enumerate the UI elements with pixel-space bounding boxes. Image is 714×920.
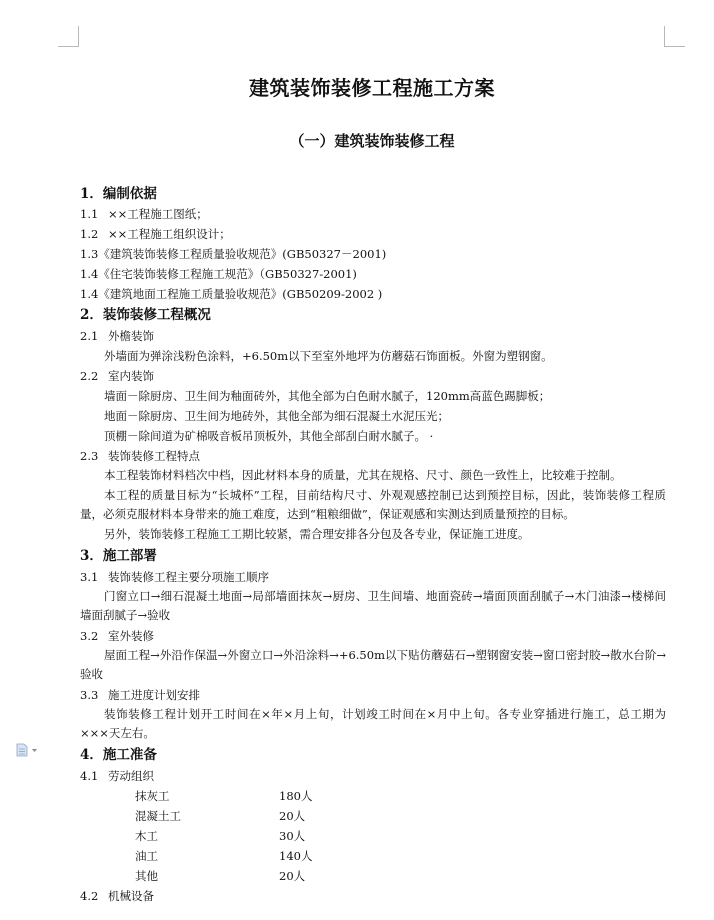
subsection-heading: 2.2 室内装饰 xyxy=(80,369,154,383)
subsection-heading: 3.1 装饰装修工程主要分项施工顺序 xyxy=(80,570,269,584)
body-paragraph: 屋面工程→外沿作保温→外窗立口→外沿涂料→+6.50m以下贴仿蘑菇石→塑钢窗安装→窗口密封胶→散水台阶→验收 xyxy=(80,648,666,681)
body-paragraph: 门窗立口→细石混凝土地面→局部墙面抹灰→厨房、卫生间墙、地面瓷砖→墙面顶面刮腻子→木门油漆→楼梯间墙面刮腻子→验收 xyxy=(80,589,666,622)
section-heading-3: 3．施工部署 xyxy=(80,548,157,564)
body-paragraph: 本工程装饰材料档次中档，因此材料本身的质量，尤其在规格、尺寸、颜色一致性上，比较难于控制。 xyxy=(104,468,622,482)
body-line: 顶棚－除间道为矿棉吸音板吊顶板外，其他全部刮白耐水腻子。 · xyxy=(104,429,434,443)
body-paragraph: 装饰装修工程计划开工时间在×年×月上旬，计划竣工时间在×月中上旬。各专业穿插进行施工，总工期为×××天左右。 xyxy=(80,707,666,740)
list-item: 1.1 ××工程施工图纸； xyxy=(80,207,208,221)
subsection-heading: 3.3 施工进度计划安排 xyxy=(80,688,200,702)
subsection-heading: 3.2 室外装修 xyxy=(80,629,154,643)
section-heading-4: 4．施工准备 xyxy=(80,747,157,763)
section-heading-1: 1．编制依据 xyxy=(80,186,157,202)
labor-table xyxy=(135,786,666,886)
page-corner-mark-top-left xyxy=(58,26,79,47)
list-item: 1.4《建筑地面工程施工质量验收规范》(GB50209-2002 ) xyxy=(80,287,383,301)
table-row: 其他 20人 xyxy=(135,869,306,883)
list-item: 1.4《住宅装饰装修工程施工规范》（GB50327-2001) xyxy=(80,267,357,281)
table-row: 木工 30人 xyxy=(135,829,306,843)
body-line: 外墙面为弹涂浅粉色涂料，+6.50m以下至室外地坪为仿蘑菇石饰面板。外窗为塑钢窗。 xyxy=(104,349,553,363)
table-row: 混凝土工 20人 xyxy=(135,809,306,823)
body-paragraph: 本工程的质量目标为“长城杯”工程，目前结构尺寸、外观观感控制已达到预控目标，因此，装饰装修工程质量，必须克服材料本身带来的施工难度，达到“粗粮细做”，保证观感和实测达到质量预控的目标。 xyxy=(80,488,666,521)
page-corner-mark-top-right xyxy=(664,26,685,47)
list-item: 1.3《建筑装饰装修工程质量验收规范》(GB50327－2001) xyxy=(80,247,387,261)
table-row: 抹灰工 180人 xyxy=(135,789,313,803)
section-heading-2: 2．装饰装修工程概况 xyxy=(80,307,211,323)
list-item: 1.2 ××工程施工组织设计； xyxy=(80,227,231,241)
document-body xyxy=(80,184,666,906)
subsection-heading: 4.1 劳动组织 xyxy=(80,769,154,783)
subsection-heading: 2.1 外檐装饰 xyxy=(80,329,154,343)
body-line: 墙面－除厨房、卫生间为釉面砖外，其他全部为白色耐水腻子，120mm高蓝色踢脚板； xyxy=(104,389,551,403)
subsection-heading: 2.3 装饰装修工程特点 xyxy=(80,449,200,463)
document-options-icon[interactable] xyxy=(16,743,40,757)
document-title: 建筑装饰装修工程施工方案 xyxy=(249,76,495,100)
subsection-heading: 4.2 机械设备 xyxy=(80,889,154,903)
document-subtitle: （一）建筑装饰装修工程 xyxy=(289,132,455,150)
body-paragraph: 另外，装饰装修工程施工工期比较紧，需合理安排各分包及各专业，保证施工进度。 xyxy=(104,527,530,541)
body-line: 地面－除厨房、卫生间为地砖外，其他全部为细石混凝土水泥压光； xyxy=(104,409,449,423)
table-row: 油工 140人 xyxy=(135,849,313,863)
